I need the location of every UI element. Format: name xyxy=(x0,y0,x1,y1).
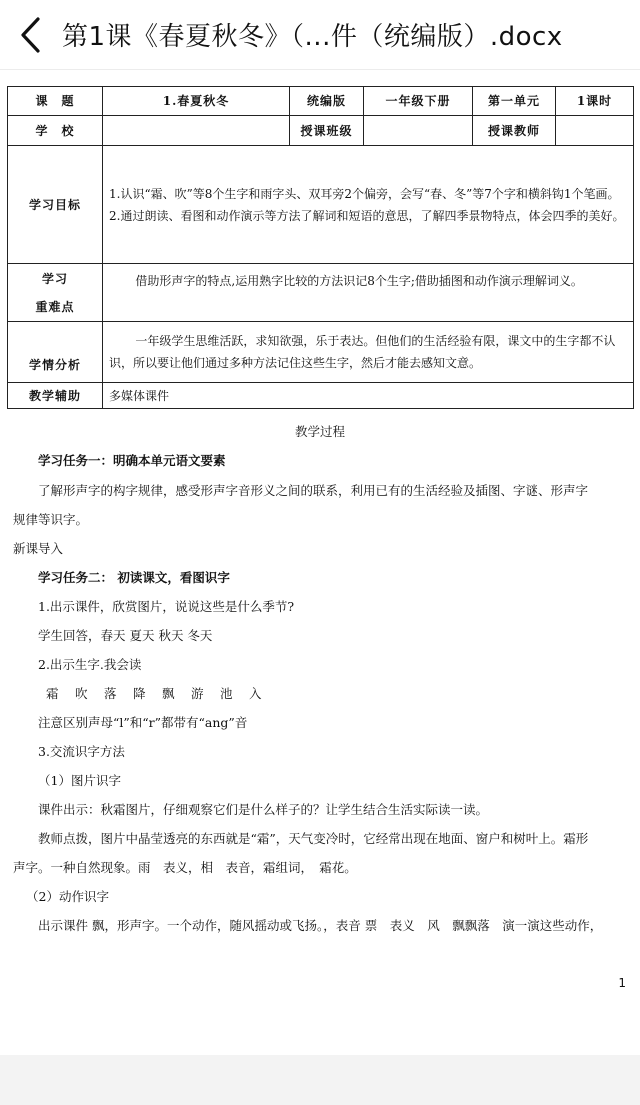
goals-text xyxy=(103,146,634,264)
paragraph-line: 了解形声字的构字规律，感受形声字音形义之间的联系，利用已有的生活经验及插图、字谜、形声字 xyxy=(38,483,589,498)
key-label-line: 学习 xyxy=(41,271,68,286)
goal-item: 2.通过朗读、看图和动作演示等方法了解词和短语的意思，了解四季景物特点，体会四季的美好。 xyxy=(109,208,625,223)
section-title: 教学过程 xyxy=(294,424,345,439)
paragraph-line: 注意区别声母“l”和“r”都带有“ang”音 xyxy=(38,715,248,730)
table-cell: 学 校 xyxy=(8,116,103,146)
table-row xyxy=(8,146,634,264)
paragraph-line: （2）动作识字 xyxy=(26,889,109,904)
analysis-label: 学情分析 xyxy=(8,322,103,383)
paragraph-line: 声字。一种自然现象。雨 表义，相 表音，霜组词， 霜花。 xyxy=(13,860,357,875)
document-page[interactable] xyxy=(0,70,640,1055)
paragraph-line: 1.出示课件，欣赏图片，说说这些是什么季节? xyxy=(38,599,295,614)
goal-item: 1.认识“霜、吹”等8个生字和雨字头、双耳旁2个偏旁，会写“春、冬”等7个字和横斜钩1个笔画。 xyxy=(109,186,620,201)
table-cell xyxy=(556,116,634,146)
table-row xyxy=(8,383,634,409)
table-cell: 授课班级 xyxy=(290,116,364,146)
paragraph-line: 2.出示生字.我会读 xyxy=(38,657,142,672)
task-heading: 学习任务二： 初读课文，看图识字 xyxy=(38,570,230,585)
table-cell: 1.春夏秋冬 xyxy=(103,87,290,116)
document-title: 第1课《春夏秋冬》（...件（统编版）.docx xyxy=(62,22,563,52)
top-bar xyxy=(0,0,640,70)
lesson-info-table xyxy=(7,86,634,409)
table-row xyxy=(8,116,634,146)
task-heading: 学习任务一：明确本单元语文要素 xyxy=(38,453,226,468)
goals-label: 学习目标 xyxy=(8,146,103,264)
key-points-text: 借助形声字的特点,运用熟字比较的方法识记8个生字;借助插图和动作演示理解词义。 xyxy=(103,264,634,322)
table-cell: 授课教师 xyxy=(473,116,556,146)
paragraph-line: 课件出示：秋霜图片，仔细观察它们是什么样子的？让学生结合生活实际读一读。 xyxy=(38,802,489,817)
table-row xyxy=(8,87,634,116)
table-row xyxy=(8,322,634,383)
character-list: 霜 吹 落 降 飘 游 池 入 xyxy=(46,686,264,701)
table-cell: 一年级下册 xyxy=(364,87,473,116)
paragraph-line: 新课导入 xyxy=(13,541,64,556)
paragraph-line: 学生回答，春天 夏天 秋天 冬天 xyxy=(38,628,213,643)
table-cell xyxy=(364,116,473,146)
key-points-label xyxy=(8,264,103,322)
table-cell: 第一单元 xyxy=(473,87,556,116)
analysis-text: 一年级学生思维活跃，求知欲强，乐于表达。但他们的生活经验有限，课文中的生字都不认识，所以要让他们通过多种方法记住这些生字，然后才能去感知文意。 xyxy=(103,322,634,383)
table-cell: 课 题 xyxy=(8,87,103,116)
page-number: 1 xyxy=(618,976,626,990)
key-label-line: 重难点 xyxy=(35,299,75,314)
chevron-left-icon xyxy=(18,15,44,55)
back-button[interactable] xyxy=(0,0,62,70)
paragraph-line: 3.交流识字方法 xyxy=(38,744,125,759)
table-cell: 1课时 xyxy=(556,87,634,116)
aid-text: 多媒体课件 xyxy=(103,383,634,409)
page-gap xyxy=(0,1055,640,1105)
table-row xyxy=(8,264,634,322)
paragraph-line: （1）图片识字 xyxy=(38,773,121,788)
table-cell xyxy=(103,116,290,146)
table-cell: 统编版 xyxy=(290,87,364,116)
paragraph-line: 规律等识字。 xyxy=(13,512,89,527)
paragraph-line: 教师点拨，图片中晶莹透亮的东西就是“霜”，天气变冷时，它经常出现在地面、窗户和树叶上。霜形 xyxy=(38,831,589,846)
aid-label: 教学辅助 xyxy=(8,383,103,409)
paragraph-line: 出示课件 飘，形声字。一个动作，随风摇动或飞扬。，表音 票 表义 风 飘飘落 演一演这些动作， xyxy=(38,918,603,933)
